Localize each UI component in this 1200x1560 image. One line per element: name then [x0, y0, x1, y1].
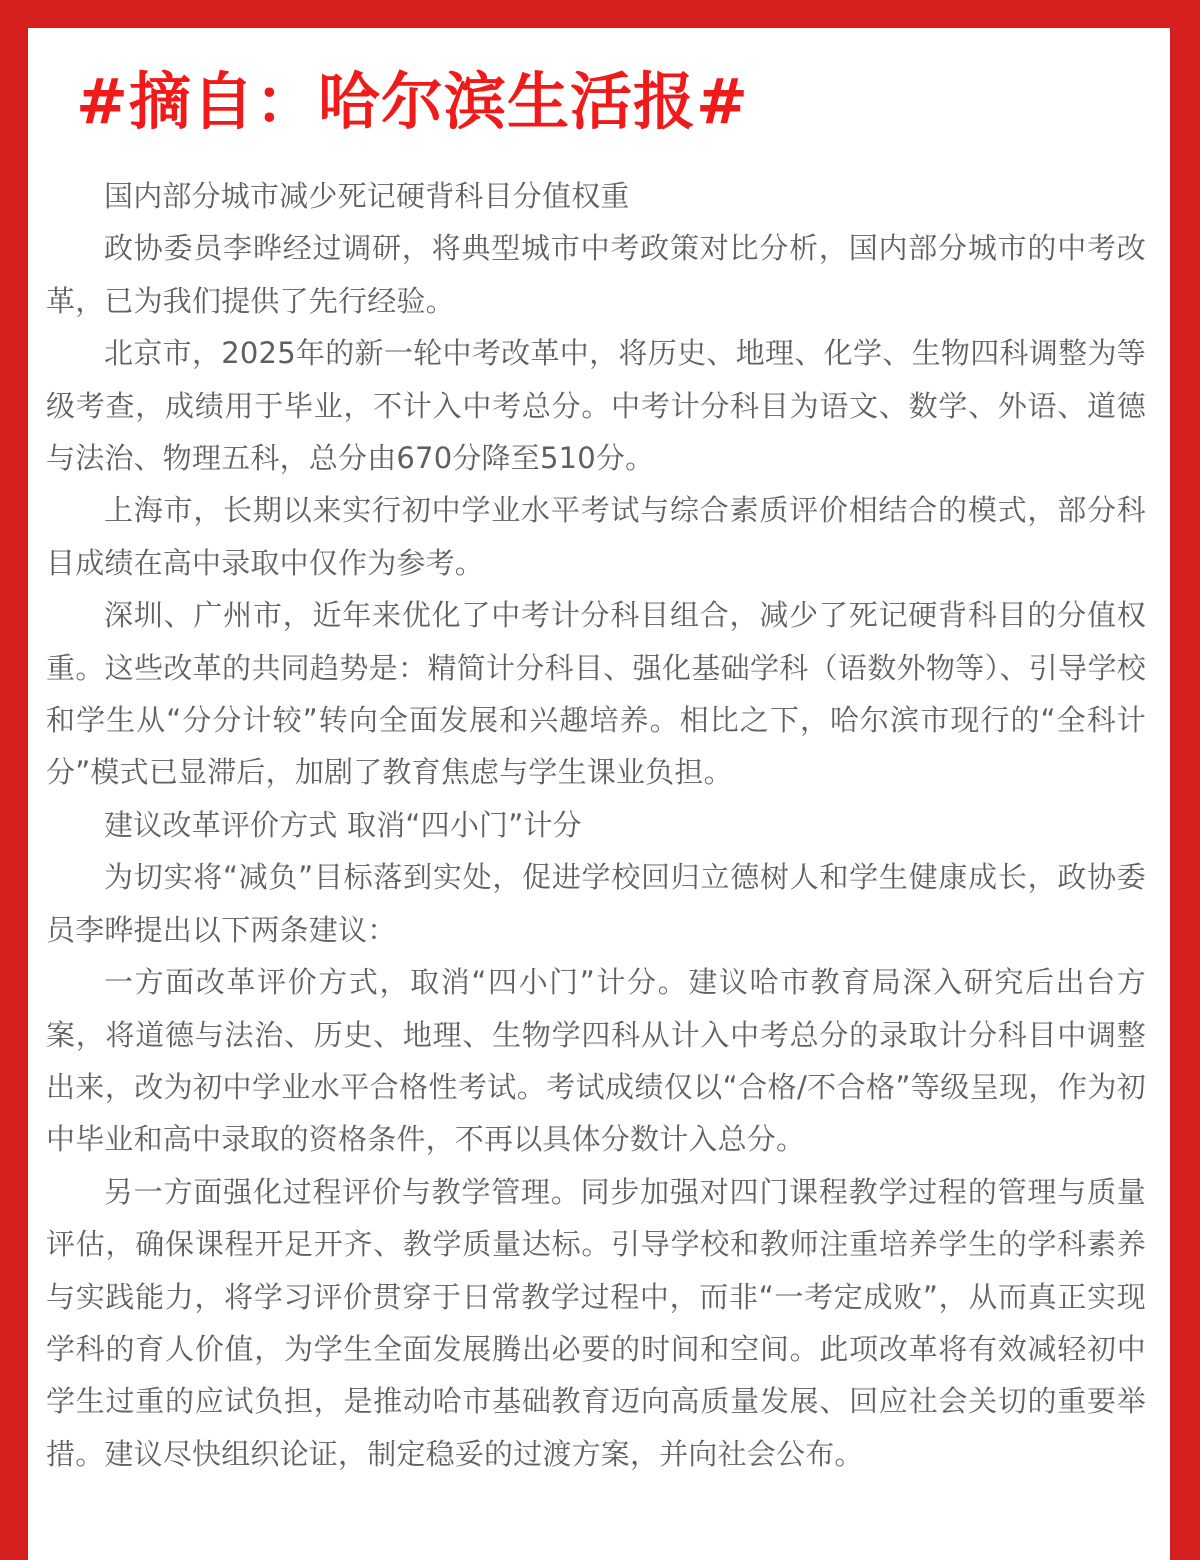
- section-heading-domestic-reform: 国内部分城市减少死记硬背科目分值权重: [104, 179, 630, 213]
- paragraph-beijing: 北京市，2025年的新一轮中考改革中，将历史、地理、化学、生物四科调整为等级考查，成绩用于毕业，不计入中考总分。中考计分科目为语文、数学、外语、道德与法治、物理五科，总分由670分降至510分。: [46, 336, 1146, 476]
- paragraph-reform-evaluation: 一方面改革评价方式，取消“四小门”计分。建议哈市教育局深入研究后出台方案，将道德与法治、历史、地理、生物学四科从计入中考总分的录取计分科目中调整出来，改为初中学业水平合格性考试。考试成绩仅以“合格/不合格”等级呈现，作为初中毕业和高中录取的资格条件，不再以具体分数计入总分。: [46, 965, 1146, 1157]
- paragraph-shanghai: 上海市，长期以来实行初中学业水平考试与综合素质评价相结合的模式，部分科目成绩在高中录取中仅作为参考。: [46, 493, 1146, 580]
- source-headline: #摘自：哈尔滨生活报#: [76, 65, 749, 138]
- article-body: [46, 170, 1146, 1480]
- paragraph-research-summary: 政协委员李晔经过调研，将典型城市中考政策对比分析，国内部分城市的中考改革，已为我们提供了先行经验。: [46, 231, 1146, 318]
- article-page: [28, 28, 1170, 1560]
- paragraph-process-evaluation: 另一方面强化过程评价与教学管理。同步加强对四门课程教学过程的管理与质量评估，确保课程开足开齐、教学质量达标。引导学校和教师注重培养学生的学科素养与实践能力，将学习评价贯穿于日常教学过程中，而非“一考定成败”，从而真正实现学科的育人价值，为学生全面发展腾出必要的时间和空间。此项改革将有效减轻初中学生过重的应试负担，是推动哈市基础教育迈向高质量发展、回应社会关切的重要举措。建议尽快组织论证，制定稳妥的过渡方案，并向社会公布。: [46, 1174, 1146, 1471]
- paragraph-shenzhen-guangzhou: 深圳、广州市，近年来优化了中考计分科目组合，减少了死记硬背科目的分值权重。这些改革的共同趋势是：精简计分科目、强化基础学科（语数外物等）、引导学校和学生从“分分计较”转向全面发展和兴趣培养。相比之下，哈尔滨市现行的“全科计分”模式已显滞后，加剧了教育焦虑与学生课业负担。: [46, 598, 1146, 790]
- paragraph-proposal-intro: 为切实将“减负”目标落到实处，促进学校回归立德树人和学生健康成长，政协委员李晔提出以下两条建议：: [46, 860, 1146, 947]
- section-heading-cancel-scoring: 建议改革评价方式 取消“四小门”计分: [104, 807, 582, 842]
